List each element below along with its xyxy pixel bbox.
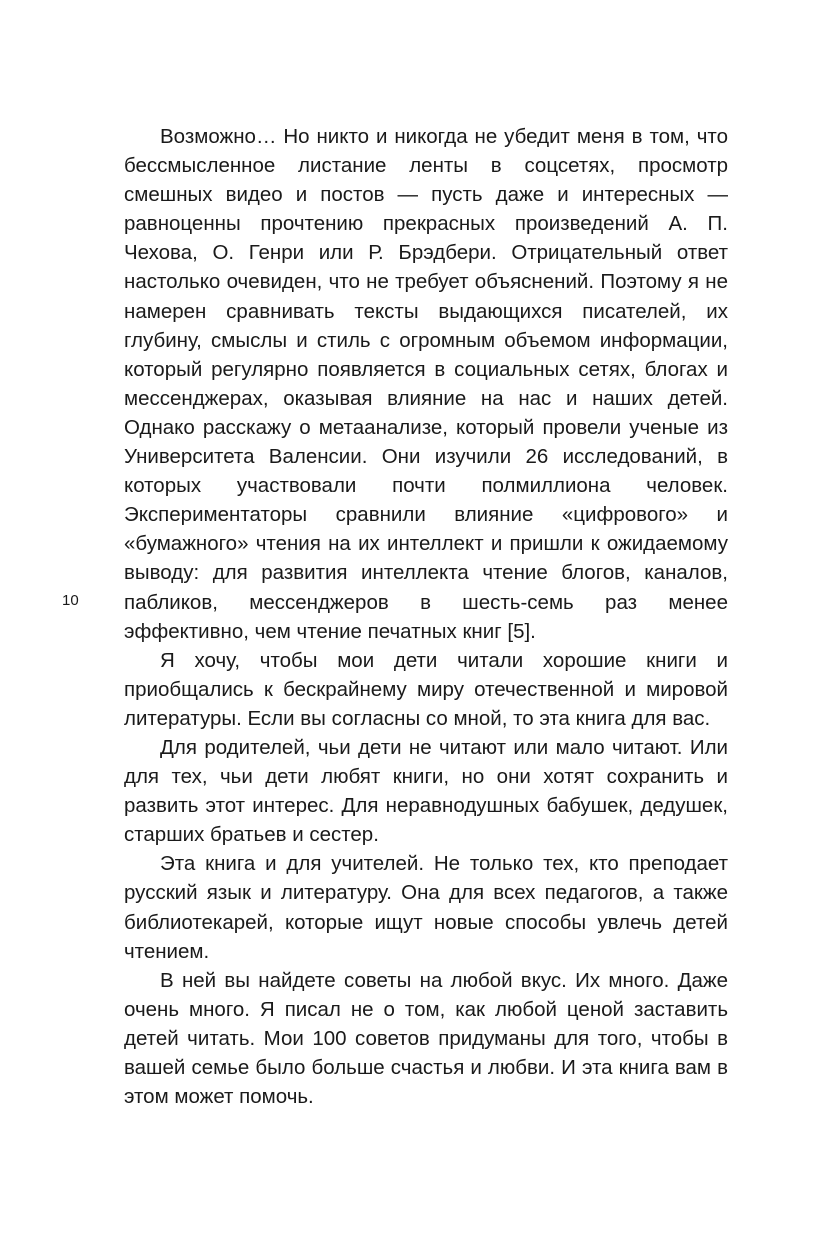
- paragraph-2: Я хочу, чтобы мои дети читали хорошие книги и приобщались к бескрайнему миру отечественной и мировой литературы. Если вы согласны со мной, то эта книга для вас.: [124, 648, 728, 730]
- paragraph-4: Эта книга и для учителей. Не только тех, кто преподает русский язык и литературу. Она для всех педагогов, а также библиотекарей, которые ищут новые способы увлечь детей чтением.: [124, 852, 728, 963]
- paragraph-5: В ней вы найдете советы на любой вкус. Их много. Даже очень много. Я писал не о том, как любой ценой заставить детей читать. Мои 100 советов придуманы для того, чтобы в вашей семье было больше счастья и любви. И эта книга вам в этом может помочь.: [124, 968, 728, 1109]
- paragraph-3: Для родителей, чьи дети не читают или мало читают. Или для тех, чьи дети любят книги, но они хотят сохранить и развить этот интерес. Для неравнодушных бабушек, дедушек, старших братьев и сестер.: [124, 735, 728, 847]
- paragraph-1: Возможно… Но никто и никогда не убедит меня в том, что бессмысленное листание ленты в соцсетях, просмотр смешных видео и постов — пусть даже и интересных — равноценны прочтению прекрасных произведений А. П. Чехова, О. Генри или Р. Брэдбери. Отрицательный ответ настолько очевиден, что не требует объяснений. Поэтому я не намерен сравнивать тексты выдающихся писателей, их глубину, смыслы и стиль с огромным объемом информации, который регулярно появляется в социальных сетях, блогах и мессенджерах, оказывая влияние на нас и наших детей. Однако расскажу о метаанализе, который провели ученые из Университета Валенсии. Они изучили 26 исследований, в которых участвовали почти полмиллиона человек. Экспериментаторы сравнили влияние «цифрового» и «бумажного» чтения на их интеллект и пришли к ожидаемому выводу: для развития интеллекта чтение блогов, каналов, пабликов, мессенджеров в шесть-семь раз менее эффективно, чем чтение печатных книг [5].: [124, 125, 728, 643]
- page-number: 10: [62, 592, 79, 609]
- body-text: [124, 122, 728, 1111]
